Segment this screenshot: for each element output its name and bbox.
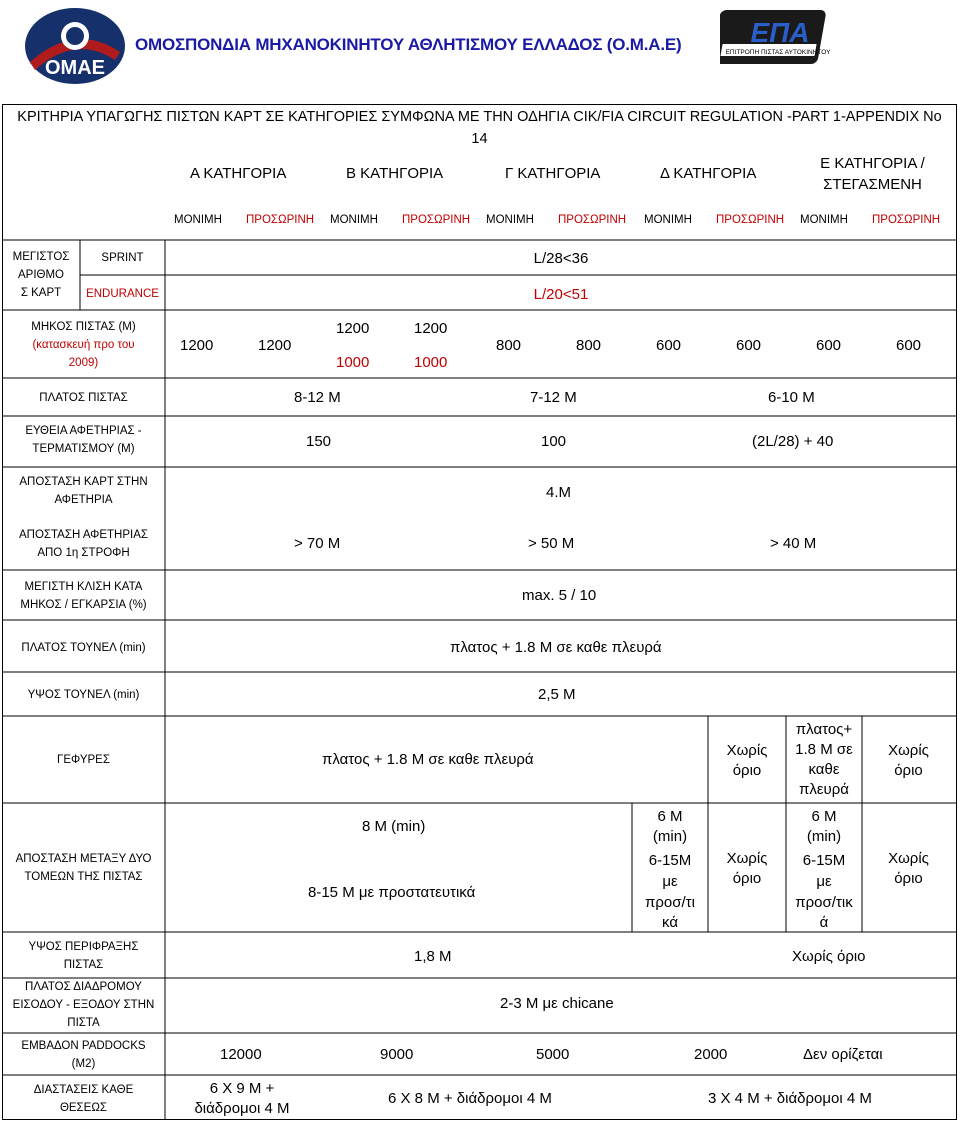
first-turn-ab: > 70 Μ bbox=[294, 535, 341, 552]
sections-distance-d-perm-1: 6 Μ bbox=[657, 808, 683, 825]
bridges-e-perm-2: 1.8 Μ σε bbox=[795, 741, 853, 758]
sections-distance-e-temp-2: όριο bbox=[894, 870, 923, 887]
access-width-label-1: ΠΛΑΤΟΣ ΔΙΑΔΡΟΜΟΥ bbox=[25, 981, 142, 993]
category-g: Γ ΚΑΤΗΓΟΡΙΑ bbox=[505, 165, 601, 182]
sections-distance-e-perm-6: ά bbox=[819, 914, 829, 931]
place-size-label-2: ΘΕΣΕΩΣ bbox=[59, 1102, 108, 1114]
start-straight-g: 100 bbox=[541, 433, 567, 450]
kart-distance-label-2: ΑΦΕΤΗΡΙΑ bbox=[54, 494, 113, 506]
sections-distance-d-perm-3: 6-15Μ bbox=[648, 852, 692, 869]
track-width-ab: 8-12 Μ bbox=[294, 389, 341, 406]
max-slope-label-2: ΜΗΚΟΣ / ΕΓΚΑΡΣΙΑ (%) bbox=[20, 599, 147, 611]
d-permanent: ΜΟΝΙΜΗ bbox=[644, 214, 692, 226]
sections-distance-abg-2: 8-15 Μ με προστατευτικά bbox=[308, 884, 476, 901]
kart-distance-label-1: ΑΠΟΣΤΑΣΗ ΚΑΡΤ ΣΤΗΝ bbox=[19, 476, 148, 488]
place-size-a-1: 6 Χ 9 Μ + bbox=[209, 1080, 275, 1097]
access-width-label-2: ΕΙΣΟΔΟΥ - ΕΞΟΔΟΥ ΣΤΗΝ bbox=[12, 999, 155, 1011]
fence-height-value: 1,8 Μ bbox=[414, 948, 452, 965]
tunnel-width-label: ΠΛΑΤΟΣ ΤΟΥΝΕΛ (min) bbox=[21, 642, 146, 654]
epa-logo-subtext: ΕΠΙΤΡΟΠΗ ΠΙΣΤΑΣ ΑΥΤΟΚΙΝΗΤΟΥ bbox=[725, 49, 830, 56]
bridges-e-perm-4: πλευρά bbox=[799, 781, 849, 798]
track-length-e-perm: 600 bbox=[816, 337, 842, 354]
paddocks-area-g: 5000 bbox=[536, 1046, 570, 1063]
sprint-value: L/28<36 bbox=[533, 250, 589, 267]
kart-distance-value: 4.Μ bbox=[546, 484, 572, 501]
sections-distance-e-perm-2: (min) bbox=[806, 828, 842, 845]
track-length-b-perm: 1200 bbox=[336, 320, 370, 337]
max-karts-label-2: ΑΡΙΘΜΟ bbox=[17, 269, 64, 281]
sections-distance-label-2: ΤΟΜΕΩΝ ΤΗΣ ΠΙΣΤΑΣ bbox=[24, 871, 143, 883]
sections-distance-e-perm-1: 6 Μ bbox=[811, 808, 837, 825]
fence-height-e: Χωρίς όριο bbox=[792, 948, 866, 965]
access-width-value: 2-3 Μ με chicane bbox=[500, 995, 614, 1012]
bridges-value: πλατος + 1.8 Μ σε καθε πλευρά bbox=[322, 751, 534, 768]
track-length-d-perm: 600 bbox=[656, 337, 682, 354]
e-temporary: ΠΡΟΣΩΡΙΝΗ bbox=[872, 214, 941, 226]
d-temporary: ΠΡΟΣΩΡΙΝΗ bbox=[716, 214, 785, 226]
organization-title: ΟΜΟΣΠΟΝΔΙΑ ΜΗΧΑΝΟΚΙΝΗΤΟΥ ΑΘΛΗΤΙΣΜΟΥ ΕΛΛΑΔΟΣ (Ο.Μ.Α.Ε) bbox=[135, 35, 682, 54]
access-width-label-3: ΠΙΣΤΑ bbox=[67, 1017, 100, 1029]
track-length-a-perm: 1200 bbox=[180, 337, 214, 354]
endurance-value: L/20<51 bbox=[533, 286, 589, 303]
sprint-label: SPRINT bbox=[101, 252, 144, 264]
max-karts-label-3: Σ ΚΑΡΤ bbox=[20, 287, 62, 299]
bridges-e-temp-2: όριο bbox=[894, 762, 923, 779]
track-length-a-temp: 1200 bbox=[258, 337, 292, 354]
start-straight-de: (2L/28) + 40 bbox=[752, 433, 834, 450]
tunnel-height-value: 2,5 Μ bbox=[538, 686, 576, 703]
track-length-b-temp-old: 1000 bbox=[414, 354, 448, 371]
tunnel-width-value: πλατος + 1.8 Μ σε καθε πλευρά bbox=[450, 639, 662, 656]
endurance-label: ENDURANCE bbox=[86, 288, 159, 300]
max-karts-label-1: ΜΕΓΙΣΤΟΣ bbox=[12, 251, 70, 263]
omae-logo-text: ΟΜΑΕ bbox=[45, 57, 105, 79]
track-length-label-3: 2009) bbox=[68, 357, 99, 369]
paddocks-area-label-1: ΕΜΒΑΔΟΝ PADDOCKS bbox=[21, 1040, 146, 1052]
place-size-a-2: διάδρομοι 4 Μ bbox=[194, 1100, 290, 1117]
sections-distance-label-1: ΑΠΟΣΤΑΣΗ ΜΕΤΑΞΥ ΔΥΟ bbox=[15, 853, 152, 865]
b-temporary: ΠΡΟΣΩΡΙΝΗ bbox=[402, 214, 471, 226]
track-length-label-1: ΜΗΚΟΣ ΠΙΣΤΑΣ (Μ) bbox=[31, 321, 136, 333]
paddocks-area-a: 12000 bbox=[220, 1046, 262, 1063]
fence-height-label-2: ΠΙΣΤΑΣ bbox=[63, 959, 104, 971]
first-turn-de: > 40 Μ bbox=[770, 535, 817, 552]
track-width-g: 7-12 Μ bbox=[530, 389, 577, 406]
sections-distance-d-perm-6: κά bbox=[662, 914, 678, 931]
category-d: Δ ΚΑΤΗΓΟΡΙΑ bbox=[660, 165, 757, 182]
sections-distance-d-temp-1: Χωρίς bbox=[726, 850, 768, 867]
epa-logo-text: ΕΠΑ bbox=[750, 17, 810, 48]
table-title-line-1: ΚΡΙΤΗΡΙΑ ΥΠΑΓΩΓΗΣ ΠΙΣΤΩΝ ΚΑΡΤ ΣΕ ΚΑΤΗΓΟΡΙΕΣ ΣΥΜΦΩΝΑ ΜΕ ΤΗΝ ΟΔΗΓΙΑ CIK/FIA CIRCUIT REGULATION -PART 1-APPENDIX No bbox=[17, 109, 942, 125]
a-permanent: ΜΟΝΙΜΗ bbox=[174, 214, 222, 226]
place-size-bg: 6 Χ 8 Μ + διάδρομοι 4 Μ bbox=[388, 1090, 552, 1107]
bridges-d-temp-2: όριο bbox=[732, 762, 762, 779]
first-turn-label-1: ΑΠΟΣΤΑΣΗ ΑΦΕΤΗΡΙΑΣ bbox=[18, 529, 148, 541]
category-b: Β ΚΑΤΗΓΟΡΙΑ bbox=[346, 165, 444, 182]
max-slope-label-1: ΜΕΓΙΣΤΗ ΚΛΙΣΗ ΚΑΤΑ bbox=[24, 581, 143, 593]
start-straight-label-2: ΤΕΡΜΑΤΙΣΜΟΥ (Μ) bbox=[32, 443, 135, 455]
sections-distance-d-perm-2: (min) bbox=[652, 828, 688, 845]
category-e-line-1: Ε ΚΑΤΗΓΟΡΙΑ / bbox=[820, 155, 925, 172]
place-size-label-1: ΔΙΑΣΤΑΣΕΙΣ ΚΑΘΕ bbox=[33, 1084, 134, 1096]
bridges-e-perm-3: καθε bbox=[808, 761, 840, 778]
track-length-g-temp: 800 bbox=[576, 337, 602, 354]
paddocks-area-e: Δεν ορίζεται bbox=[803, 1046, 883, 1063]
track-width-label: ΠΛΑΤΟΣ ΠΙΣΤΑΣ bbox=[39, 392, 128, 404]
track-length-d-temp: 600 bbox=[736, 337, 762, 354]
b-permanent: ΜΟΝΙΜΗ bbox=[330, 214, 378, 226]
bridges-e-perm-1: πλατος+ bbox=[795, 721, 853, 738]
track-length-g-perm: 800 bbox=[496, 337, 522, 354]
bridges-d-temp-1: Χωρίς bbox=[726, 742, 768, 759]
start-straight-ab: 150 bbox=[306, 433, 332, 450]
fence-height-label-1: ΥΨΟΣ ΠΕΡΙΦΡΑΞΗΣ bbox=[28, 941, 139, 953]
a-temporary: ΠΡΟΣΩΡΙΝΗ bbox=[246, 214, 315, 226]
track-length-e-temp: 600 bbox=[896, 337, 922, 354]
g-permanent: ΜΟΝΙΜΗ bbox=[486, 214, 534, 226]
first-turn-label-2: ΑΠΟ 1η ΣΤΡΟΦΗ bbox=[37, 547, 130, 559]
place-size-de: 3 Χ 4 Μ + διάδρομοι 4 Μ bbox=[708, 1090, 872, 1107]
sections-distance-abg-1: 8 Μ (min) bbox=[362, 818, 426, 835]
paddocks-area-b: 9000 bbox=[380, 1046, 414, 1063]
e-permanent: ΜΟΝΙΜΗ bbox=[800, 214, 848, 226]
category-e-line-2: ΣΤΕΓΑΣΜΕΝΗ bbox=[823, 176, 922, 193]
track-width-de: 6-10 Μ bbox=[768, 389, 815, 406]
track-length-b-perm-old: 1000 bbox=[336, 354, 370, 371]
sections-distance-e-perm-5: προσ/τικ bbox=[795, 894, 853, 911]
max-slope-value: max. 5 / 10 bbox=[522, 587, 597, 604]
tunnel-height-label: ΥΨΟΣ ΤΟΥΝΕΛ (min) bbox=[27, 689, 140, 701]
sections-distance-d-temp-2: όριο bbox=[732, 870, 762, 887]
sections-distance-d-perm-5: προσ/τι bbox=[645, 894, 695, 911]
sections-distance-e-perm-4: με bbox=[816, 873, 832, 890]
sections-distance-e-temp-1: Χωρίς bbox=[888, 850, 929, 867]
category-a: Α ΚΑΤΗΓΟΡΙΑ bbox=[190, 165, 287, 182]
sections-distance-e-perm-3: 6-15Μ bbox=[802, 852, 846, 869]
bridges-e-temp-1: Χωρίς bbox=[888, 742, 929, 759]
paddocks-area-label-2: (Μ2) bbox=[71, 1058, 96, 1070]
paddocks-area-d: 2000 bbox=[694, 1046, 728, 1063]
track-length-b-temp: 1200 bbox=[414, 320, 448, 337]
first-turn-g: > 50 Μ bbox=[528, 535, 575, 552]
table-title-line-2: 14 bbox=[471, 131, 488, 147]
sections-distance-d-perm-4: με bbox=[662, 873, 678, 890]
bridges-label: ΓΕΦΥΡΕΣ bbox=[57, 754, 110, 766]
g-temporary: ΠΡΟΣΩΡΙΝΗ bbox=[558, 214, 627, 226]
track-length-label-2: (κατασκευή προ του bbox=[32, 339, 135, 351]
start-straight-label-1: ΕΥΘΕΙΑ ΑΦΕΤΗΡΙΑΣ - bbox=[25, 425, 142, 437]
